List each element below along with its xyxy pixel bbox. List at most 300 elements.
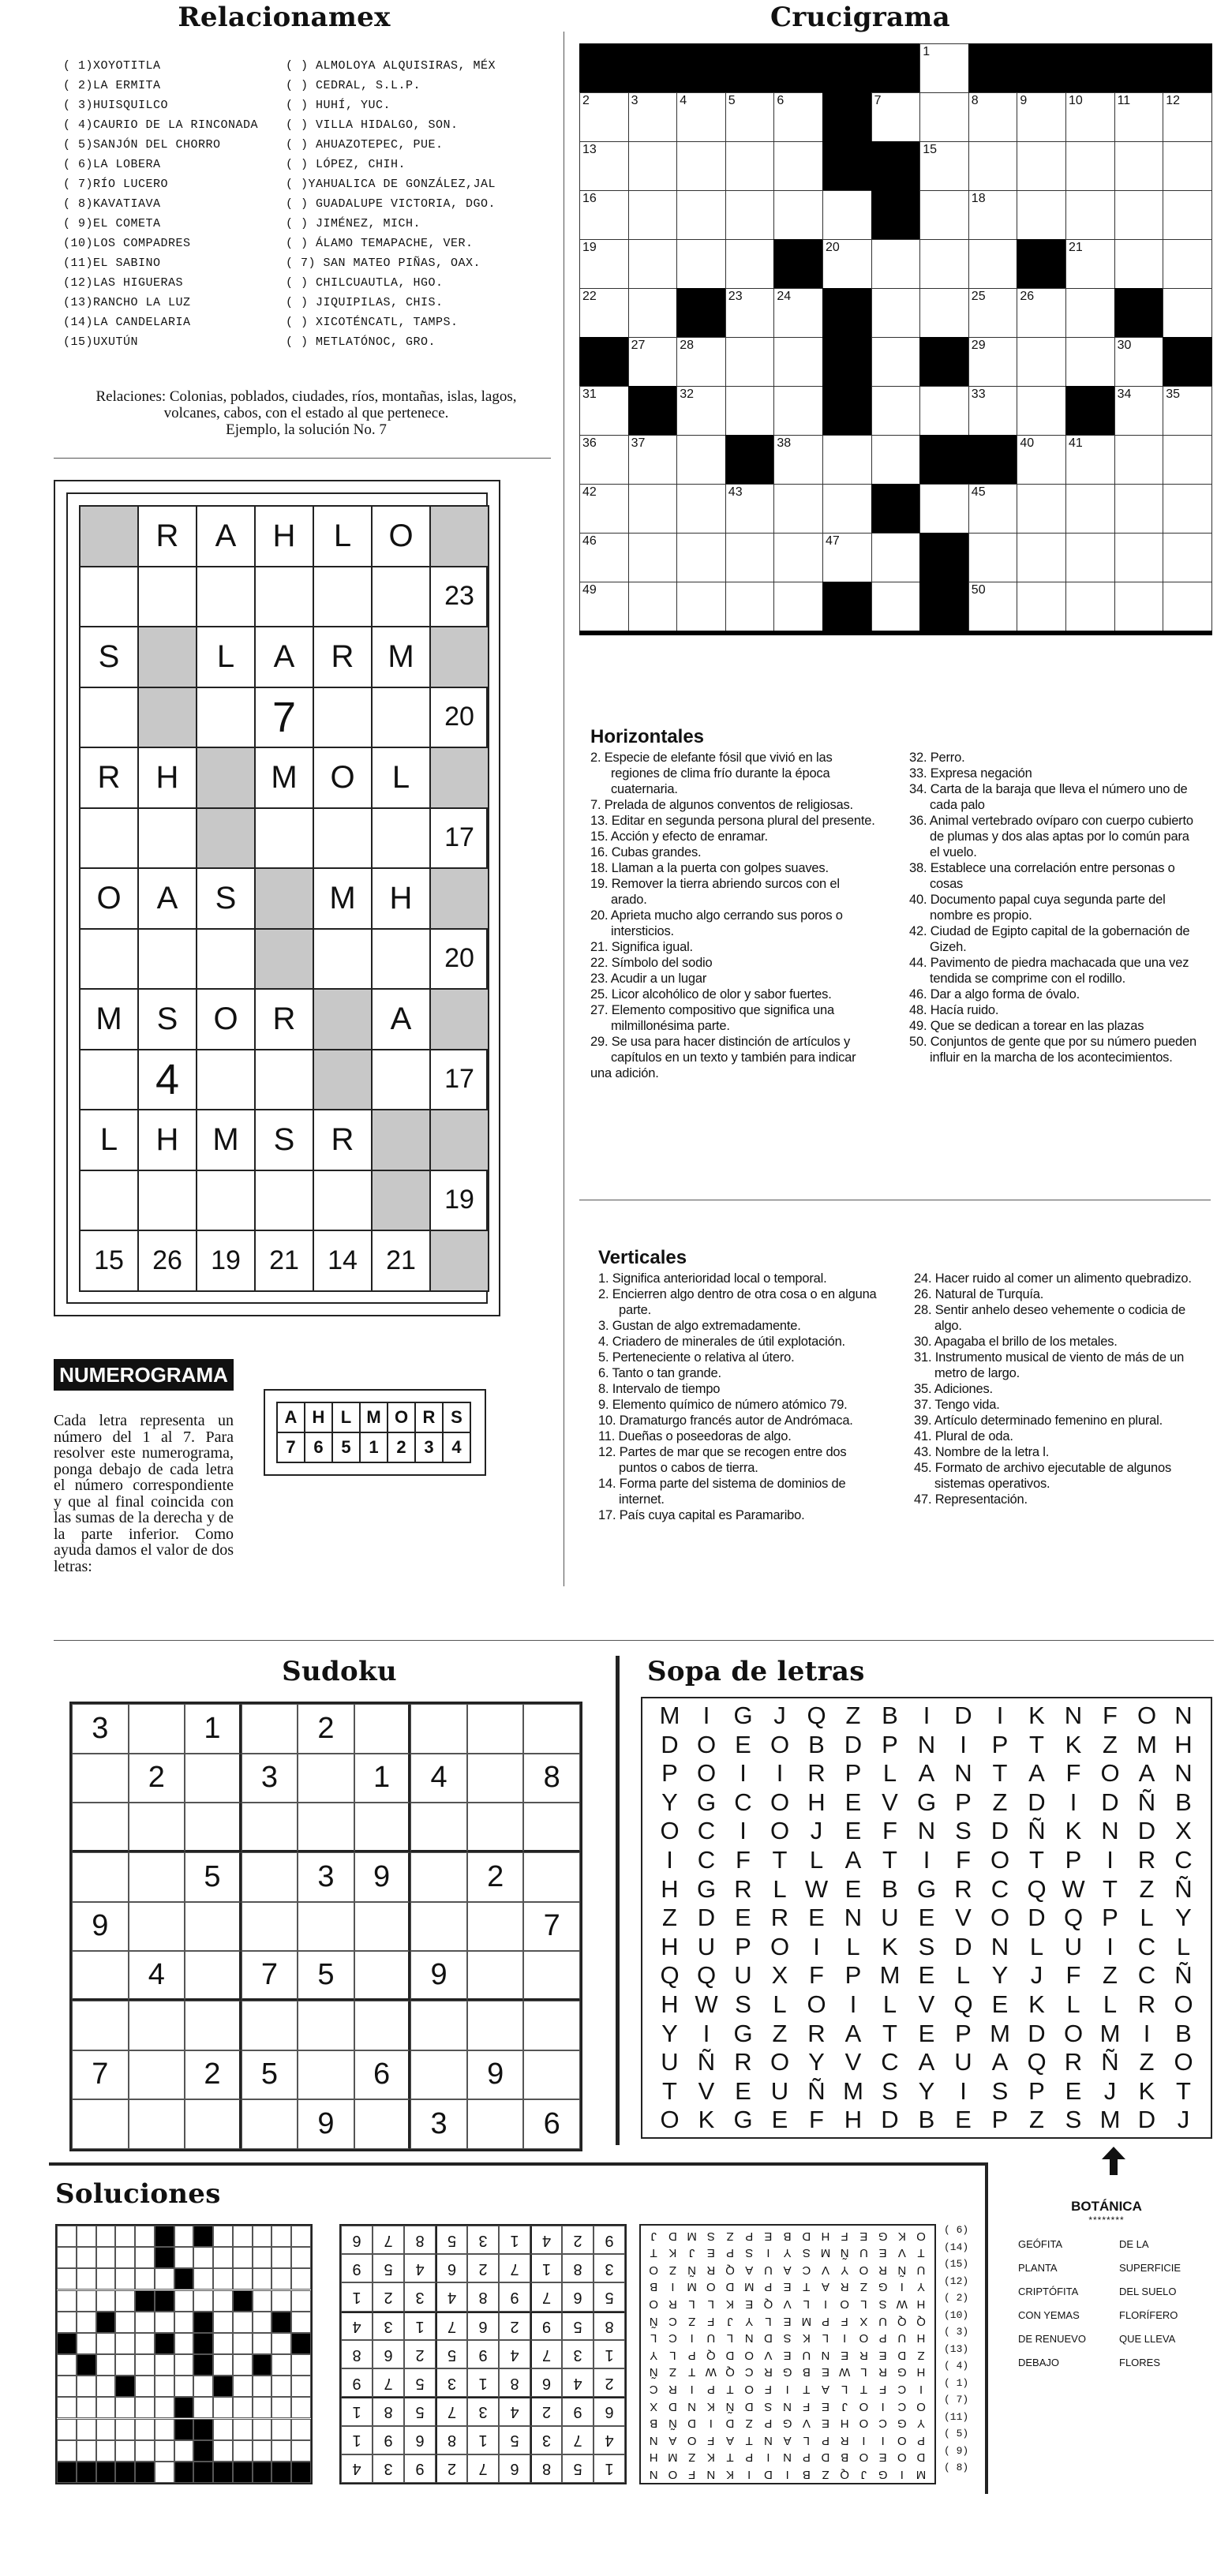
numerograma-cell: R <box>313 1109 373 1171</box>
word-search-letter: Ñ <box>1101 2048 1119 2076</box>
crossword-cell <box>1065 239 1115 289</box>
sudoku-cell <box>354 1704 411 1754</box>
word-search-letter: E <box>844 1874 862 1903</box>
crossword-solution-cell <box>174 2268 194 2290</box>
word-search-letter: P <box>955 2019 972 2047</box>
numerograma-key-letter: O <box>387 1402 416 1433</box>
sudoku-cell <box>410 1902 467 1952</box>
word-search-solution-letter: H <box>649 2451 658 2465</box>
sudoku-cell <box>242 1902 298 1952</box>
word-search-solution-letter: P <box>764 2417 773 2431</box>
relacionamex-right-item: ( ) JIMÉNEZ, MICH. <box>286 217 421 230</box>
relacionamex-solution-item: (10) <box>944 2308 969 2321</box>
word-search-grid <box>641 1697 1212 2139</box>
crossword-clue-number: 41 <box>1069 436 1083 450</box>
word-search-letter: G <box>696 1788 717 1816</box>
word-search-letter: U <box>1064 1932 1083 1960</box>
numerograma-cell <box>137 1170 197 1232</box>
word-search-solution-letter: O <box>649 2263 659 2277</box>
sudoku-solution-cell: 9 <box>341 2254 373 2282</box>
word-search-letter: I <box>1143 2019 1151 2047</box>
crossword-cell <box>1065 386 1115 436</box>
crossword-clue-number: 31 <box>582 388 597 401</box>
crossword-cell <box>1163 582 1212 631</box>
word-search-solution-letter: Z <box>688 2451 696 2465</box>
numerograma-key-letter: S <box>442 1402 471 1433</box>
numerograma-key-number: 5 <box>331 1432 361 1463</box>
sudoku-solution-cell: 1 <box>341 2426 373 2454</box>
sudoku-solution-cell: 2 <box>436 2454 467 2483</box>
word-search-solution-letter: E <box>783 2348 792 2362</box>
sudoku-cell <box>242 1852 298 1902</box>
crossword-cell <box>1065 337 1115 387</box>
sudoku-cell <box>523 1852 580 1902</box>
numerograma-cell: A <box>254 626 314 688</box>
relacionamex-right-item: ( ) GUADALUPE VICTORIA, DGO. <box>286 197 496 211</box>
numerograma-key-letter: M <box>359 1402 388 1433</box>
sudoku-solution-cell: 5 <box>594 2282 625 2311</box>
crossword-cell <box>579 288 629 338</box>
sudoku-cell <box>410 2001 467 2050</box>
word-search-solution-letter: K <box>726 2468 735 2481</box>
word-search-letter: I <box>1069 1788 1077 1816</box>
word-search-letter: D <box>954 1702 972 1729</box>
crossword-cell <box>968 288 1018 338</box>
word-search-letter: O <box>1063 2019 1084 2047</box>
sudoku-cell: 9 <box>354 1852 411 1902</box>
word-search-solution-letter: E <box>783 2280 792 2294</box>
word-search-solution-letter: T <box>650 2246 657 2260</box>
word-search-solution-letter: O <box>706 2280 716 2294</box>
word-search-solution-letter: F <box>764 2383 772 2396</box>
word-search-solution-letter: M <box>916 2468 927 2481</box>
crossword-solution-cell <box>57 2247 77 2268</box>
sudoku-cell: 2 <box>467 1852 524 1902</box>
word-search-solution-letter: N <box>763 2433 773 2447</box>
crossword-cell <box>871 288 921 338</box>
word-search-solution-letter: A <box>726 2433 735 2447</box>
word-search-letter: C <box>881 2048 899 2076</box>
crossword-clue-number: 7 <box>874 94 882 107</box>
vertical-clue: 5. Perteneciente o relativa al útero. <box>598 1350 795 1365</box>
word-search-letter: E <box>918 1904 935 1932</box>
word-search-solution-letter: A <box>668 2433 677 2447</box>
word-search-solution-letter: L <box>803 2433 810 2447</box>
sudoku-cell: 5 <box>298 1951 354 2001</box>
crossword-solution-cell <box>57 2268 77 2290</box>
crossword-solution-cell <box>291 2440 311 2462</box>
sudoku-cell <box>467 1754 524 1803</box>
horizontal-clue: 27. Elemento compositivo que significa una milmillonésima parte. <box>590 1003 834 1033</box>
crossword-solution-cell <box>213 2419 233 2440</box>
word-search-solution-letter: K <box>726 2297 735 2311</box>
crossword-cell <box>822 190 872 240</box>
numerograma-cell: 19 <box>196 1230 256 1292</box>
word-search-solution-letter: H <box>916 2365 926 2379</box>
crossword-solution-cell <box>271 2462 291 2483</box>
horizontal-clue: 36. Animal vertebrado ovíparo con cuerpo cubierto de plumas y dos alas aptas por lo común para el vuelo. <box>909 814 1193 859</box>
sudoku-cell: 6 <box>523 2099 580 2149</box>
word-search-letter: D <box>1137 2106 1156 2134</box>
sudoku-cell <box>129 1803 185 1852</box>
crossword-cell <box>822 92 872 142</box>
word-search-solution-letter: L <box>860 2365 867 2379</box>
crossword-clue-number: 1 <box>923 45 931 58</box>
numerograma-cell: 7 <box>254 687 314 749</box>
relacionamex-note-3: Ejemplo, la solución No. 7 <box>226 421 387 438</box>
word-search-solution-letter: I <box>785 2468 789 2481</box>
crossword-solution-cell <box>57 2462 77 2483</box>
word-search-solution-letter: A <box>822 2383 830 2396</box>
crossword-solution-cell <box>155 2268 174 2290</box>
relacionamex-solution-item: (12) <box>944 2275 969 2287</box>
crossword-clue-number: 8 <box>971 94 979 107</box>
crossword-solution-cell <box>135 2440 155 2462</box>
word-search-letter: F <box>956 1846 971 1874</box>
crossword-solution-cell <box>77 2247 96 2268</box>
word-search-solution-letter: Y <box>917 2417 926 2431</box>
crossword-solution-cell <box>193 2290 213 2312</box>
word-search-letter: E <box>918 2019 935 2047</box>
crossword-solution-cell <box>155 2226 174 2247</box>
relacionamex-solution-item: (15) <box>944 2258 969 2270</box>
word-search-letter: Z <box>1139 1874 1155 1903</box>
crossword-cell <box>1017 435 1066 485</box>
word-search-solution-letter: Z <box>859 2280 867 2294</box>
numerograma-key-letter: R <box>414 1402 444 1433</box>
word-search-letter: O <box>696 1759 717 1788</box>
crossword-cell <box>1114 337 1164 387</box>
word-search-letter: D <box>881 2106 899 2134</box>
horizontal-clue: 40. Documento papal cuya segunda parte del nombre es propio. <box>909 893 1166 923</box>
crossword-cell <box>871 92 921 142</box>
crossword-cell <box>773 484 823 534</box>
word-search-solution-letter: T <box>917 2246 925 2260</box>
crossword-solution-cell <box>57 2226 77 2247</box>
word-search-letter: D <box>1137 1817 1156 1845</box>
word-search-letter: E <box>844 1817 862 1845</box>
crossword-solution-cell <box>193 2247 213 2268</box>
word-search-letter: Z <box>845 1702 861 1729</box>
word-search-letter: F <box>1065 1759 1081 1788</box>
crossword-solution-cell <box>271 2440 291 2462</box>
relacionamex-solution-item: ( 6) <box>944 2224 969 2236</box>
word-search-solution-letter: E <box>822 2365 830 2379</box>
horizontal-clue: 25. Licor alcohólico de olor y sabor fuertes. <box>590 987 832 1002</box>
sudoku-solution-cell: 6 <box>594 2397 625 2425</box>
crossword-solution-cell <box>213 2462 233 2483</box>
word-search-letter: I <box>813 1932 820 1960</box>
word-search-letter: W <box>804 1874 829 1903</box>
word-search-solution-letter: K <box>706 2399 715 2413</box>
sudoku-solution-cell: 3 <box>373 2312 404 2340</box>
word-search-letter: P <box>955 1788 972 1816</box>
word-search-solution-letter: R <box>668 2297 677 2311</box>
word-search-letter: P <box>991 2106 1009 2134</box>
word-search-letter: K <box>1028 1702 1045 1729</box>
crossword-cell <box>822 386 872 436</box>
crossword-solution-cell <box>213 2312 233 2333</box>
crossword-solution-cell <box>77 2312 96 2333</box>
word-search-letter: M <box>659 1702 680 1729</box>
crossword-solution-cell <box>57 2376 77 2397</box>
sopa-word: PLANTA <box>1018 2262 1058 2274</box>
word-search-letter: A <box>918 1759 935 1788</box>
vertical-clue: 3. Gustan de algo extremadamente. <box>598 1319 801 1333</box>
sudoku-cell: 7 <box>72 2050 129 2100</box>
crossword-cell <box>1065 141 1115 191</box>
numerograma-cell <box>79 505 139 567</box>
word-search-letter: S <box>918 1932 935 1960</box>
crossword-solution-cell <box>96 2268 116 2290</box>
word-search-letter: N <box>1101 1817 1119 1845</box>
relacionamex-note-2: volcanes, cabos, con el estado al que pertenece. <box>163 405 449 421</box>
crucigrama-title: Crucigrama <box>770 2 951 33</box>
sudoku-solution-cell: 1 <box>467 2368 499 2397</box>
word-search-letter: K <box>882 1932 898 1960</box>
sudoku-cell <box>298 1803 354 1852</box>
sudoku-cell: 3 <box>242 1754 298 1803</box>
word-search-letter: I <box>702 1702 710 1729</box>
word-search-letter: E <box>735 1730 751 1758</box>
word-search-letter: L <box>882 1759 897 1788</box>
word-search-solution-letter: Ñ <box>649 2365 658 2379</box>
sopa-word: CRIPTÓFITA <box>1018 2286 1079 2297</box>
word-search-letter: J <box>773 1702 786 1729</box>
word-search-letter: K <box>1065 1817 1082 1845</box>
crossword-solution-cell <box>233 2354 253 2376</box>
verticales-title: Verticales <box>598 1247 687 1268</box>
word-search-solution-letter: E <box>859 2229 868 2243</box>
word-search-letter: C <box>1137 1932 1156 1960</box>
word-search-solution-letter: Ñ <box>897 2263 907 2277</box>
crossword-solution-cell <box>155 2376 174 2397</box>
crossword-clue-number: 13 <box>582 143 597 156</box>
sudoku-solution-cell: 2 <box>562 2226 594 2254</box>
sudoku-cell: 7 <box>242 1951 298 2001</box>
crossword-solution-cell <box>213 2376 233 2397</box>
crossword-solution-cell <box>291 2226 311 2247</box>
word-search-letter: T <box>882 2019 897 2047</box>
word-search-solution-letter: I <box>747 2468 751 2481</box>
word-search-letter: O <box>990 1904 1010 1932</box>
word-search-solution-letter: L <box>650 2331 657 2346</box>
word-search-solution-letter: L <box>726 2331 734 2346</box>
crossword-solution-cell <box>233 2397 253 2418</box>
word-search-solution-letter: L <box>669 2348 676 2362</box>
crossword-solution-cell <box>155 2290 174 2312</box>
numerograma-cell: L <box>313 505 373 567</box>
sudoku-solution-cell: 1 <box>499 2226 530 2254</box>
crossword-clue-number: 5 <box>728 94 736 107</box>
crossword-solution-cell <box>193 2462 213 2483</box>
crossword-solution-cell <box>233 2419 253 2440</box>
numerograma-cell <box>429 867 489 930</box>
relacionamex-solution-item: ( 2) <box>944 2292 969 2304</box>
crossword-solution-cell <box>233 2440 253 2462</box>
crossword-solution-cell <box>77 2440 96 2462</box>
sopa-word: DEBAJO <box>1018 2357 1060 2368</box>
word-search-solution-letter: C <box>668 2331 677 2346</box>
word-search-solution-letter: D <box>744 2399 754 2413</box>
relacionamex-right-item: ( ) XICOTÉNCATL, TAMPS. <box>286 316 459 329</box>
crossword-cell <box>773 239 823 289</box>
crossword-cell <box>725 43 775 93</box>
horizontal-clue: 21. Significa igual. <box>590 940 693 954</box>
crossword-clue-number: 35 <box>1166 388 1180 401</box>
sopa-word: SUPERFICIE <box>1119 2262 1181 2274</box>
sudoku-cell: 2 <box>129 1754 185 1803</box>
numerograma-cell: M <box>313 867 373 930</box>
crossword-cell <box>1114 190 1164 240</box>
numerograma-cell <box>196 1049 256 1111</box>
word-search-letter: C <box>1174 1846 1193 1874</box>
sudoku-cell <box>129 1704 185 1754</box>
numerograma-cell <box>371 1109 431 1171</box>
crossword-cell <box>822 533 872 582</box>
sudoku-solution-cell: 9 <box>341 2368 373 2397</box>
crossword-cell <box>579 190 629 240</box>
crossword-solution-cell <box>174 2462 194 2483</box>
crossword-cell <box>1114 141 1164 191</box>
crossword-cell <box>1065 190 1115 240</box>
word-search-letter: E <box>991 1990 1009 2018</box>
numerograma-key-number: 4 <box>442 1432 471 1463</box>
crossword-cell <box>1163 386 1212 436</box>
word-search-solution-letter: P <box>878 2331 887 2346</box>
crossword-cell <box>725 386 775 436</box>
crossword-cell <box>676 92 726 142</box>
word-search-letter: L <box>773 1990 787 2018</box>
vertical-clue: 14. Forma parte del sistema de dominios de internet. <box>598 1477 846 1507</box>
crossword-cell <box>822 582 872 631</box>
sudoku-solution-cell: 2 <box>467 2254 499 2282</box>
crossword-cell <box>1163 239 1212 289</box>
crossword-solution-cell <box>213 2290 233 2312</box>
crossword-solution-cell <box>233 2268 253 2290</box>
word-search-letter: O <box>660 1817 680 1845</box>
numerograma-cell: 26 <box>137 1230 197 1292</box>
word-search-solution-letter: Ñ <box>668 2417 677 2431</box>
crossword-solution-cell <box>155 2333 174 2354</box>
word-search-letter: Z <box>772 2019 788 2047</box>
crossword-solution-cell <box>253 2226 272 2247</box>
crossword-cell <box>676 386 726 436</box>
crossword-clue-number: 25 <box>971 290 986 303</box>
sudoku-solution-cell: 7 <box>467 2454 499 2483</box>
word-search-letter: I <box>740 1759 747 1788</box>
word-search-solution-letter: A <box>822 2280 830 2294</box>
crossword-cell <box>919 239 969 289</box>
word-search-solution-letter: O <box>859 2399 869 2413</box>
crossword-solution-cell <box>213 2333 233 2354</box>
word-search-solution-letter: O <box>744 2348 755 2362</box>
crossword-solution-cell <box>115 2268 135 2290</box>
crossword-cell <box>628 337 678 387</box>
word-search-solution-letter: P <box>706 2383 715 2396</box>
word-search-solution-letter: J <box>860 2468 867 2481</box>
crossword-solution-cell <box>77 2226 96 2247</box>
horizontal-clue: 22. Símbolo del sodio <box>590 956 713 970</box>
numerograma-cell <box>79 807 139 870</box>
word-search-solution-letter: C <box>802 2263 811 2277</box>
word-search-letter: T <box>772 1846 788 1874</box>
vertical-clue: 2. Encierren algo dentro de otra cosa o en alguna parte. <box>598 1287 877 1317</box>
sudoku-solution-cell: 4 <box>530 2226 562 2254</box>
crossword-cell <box>1114 484 1164 534</box>
sudoku-solution-cell: 5 <box>373 2254 404 2282</box>
word-search-letter: B <box>1175 1788 1192 1816</box>
numerograma-cell: S <box>137 988 197 1050</box>
crossword-cell <box>919 288 969 338</box>
sudoku-solution-cell: 6 <box>341 2226 373 2254</box>
crossword-cell <box>871 141 921 191</box>
sudoku-cell <box>185 1902 242 1952</box>
sopa-theme-title: BOTÁNICA <box>1071 2199 1142 2214</box>
numerograma-cell <box>429 505 489 567</box>
word-search-solution-letter: V <box>764 2348 773 2362</box>
crossword-solution-cell <box>291 2462 311 2483</box>
sudoku-cell <box>523 1951 580 2001</box>
sudoku-cell <box>523 1803 580 1852</box>
sudoku-title: Sudoku <box>282 1656 397 1687</box>
sudoku-cell: 9 <box>410 1951 467 2001</box>
crossword-clue-number: 27 <box>631 339 646 352</box>
word-search-letter: N <box>917 1730 936 1758</box>
crossword-clue-number: 12 <box>1166 94 1180 107</box>
crossword-cell <box>676 435 726 485</box>
word-search-solution-letter: D <box>668 2229 677 2243</box>
vertical-clue: 26. Natural de Turquía. <box>914 1287 1044 1301</box>
numerograma-cell <box>371 1049 431 1111</box>
crossword-clue-number: 45 <box>971 485 986 499</box>
sudoku-solution-cell: 7 <box>530 2282 562 2311</box>
vertical-clue: 24. Hacer ruido al comer un alimento quebradizo. <box>914 1271 1192 1286</box>
word-search-letter: A <box>844 2019 862 2047</box>
word-search-solution-letter: M <box>743 2280 755 2294</box>
crossword-cell <box>1065 533 1115 582</box>
word-search-letter: O <box>770 1932 790 1960</box>
crossword-cell <box>871 435 921 485</box>
word-search-solution-letter: O <box>859 2263 869 2277</box>
word-search-solution-letter: Q <box>706 2348 716 2362</box>
crossword-cell <box>822 43 872 93</box>
sudoku-solution-cell: 1 <box>341 2282 373 2311</box>
crossword-solution-cell <box>253 2312 272 2333</box>
crossword-cell <box>871 582 921 631</box>
crossword-solution-cell <box>253 2376 272 2397</box>
word-search-letter: O <box>660 2106 680 2134</box>
numerograma-key-number: 1 <box>359 1432 388 1463</box>
numerograma-cell: 4 <box>137 1049 197 1111</box>
verticales-clues <box>598 1247 1198 1602</box>
sudoku-cell: 6 <box>354 2050 411 2100</box>
word-search-letter: R <box>807 2019 826 2047</box>
word-search-letter: N <box>990 1932 1009 1960</box>
vertical-clue: 30. Apagaba el brillo de los metales. <box>914 1335 1118 1349</box>
numerograma-cell <box>196 1170 256 1232</box>
crossword-solution-cell <box>174 2354 194 2376</box>
word-search-letter: V <box>698 2076 715 2105</box>
word-search-solution-letter: N <box>706 2468 716 2481</box>
sudoku-solution-cell: 8 <box>530 2454 562 2483</box>
numerograma-cell <box>137 928 197 990</box>
divider <box>54 1640 1214 1641</box>
crossword-cell <box>676 239 726 289</box>
sudoku-solution-cell: 1 <box>594 2454 625 2483</box>
word-search-letter: S <box>991 2076 1009 2105</box>
horizontal-clue: 20. Aprieta mucho algo cerrando sus poros o intersticios. <box>590 908 843 938</box>
